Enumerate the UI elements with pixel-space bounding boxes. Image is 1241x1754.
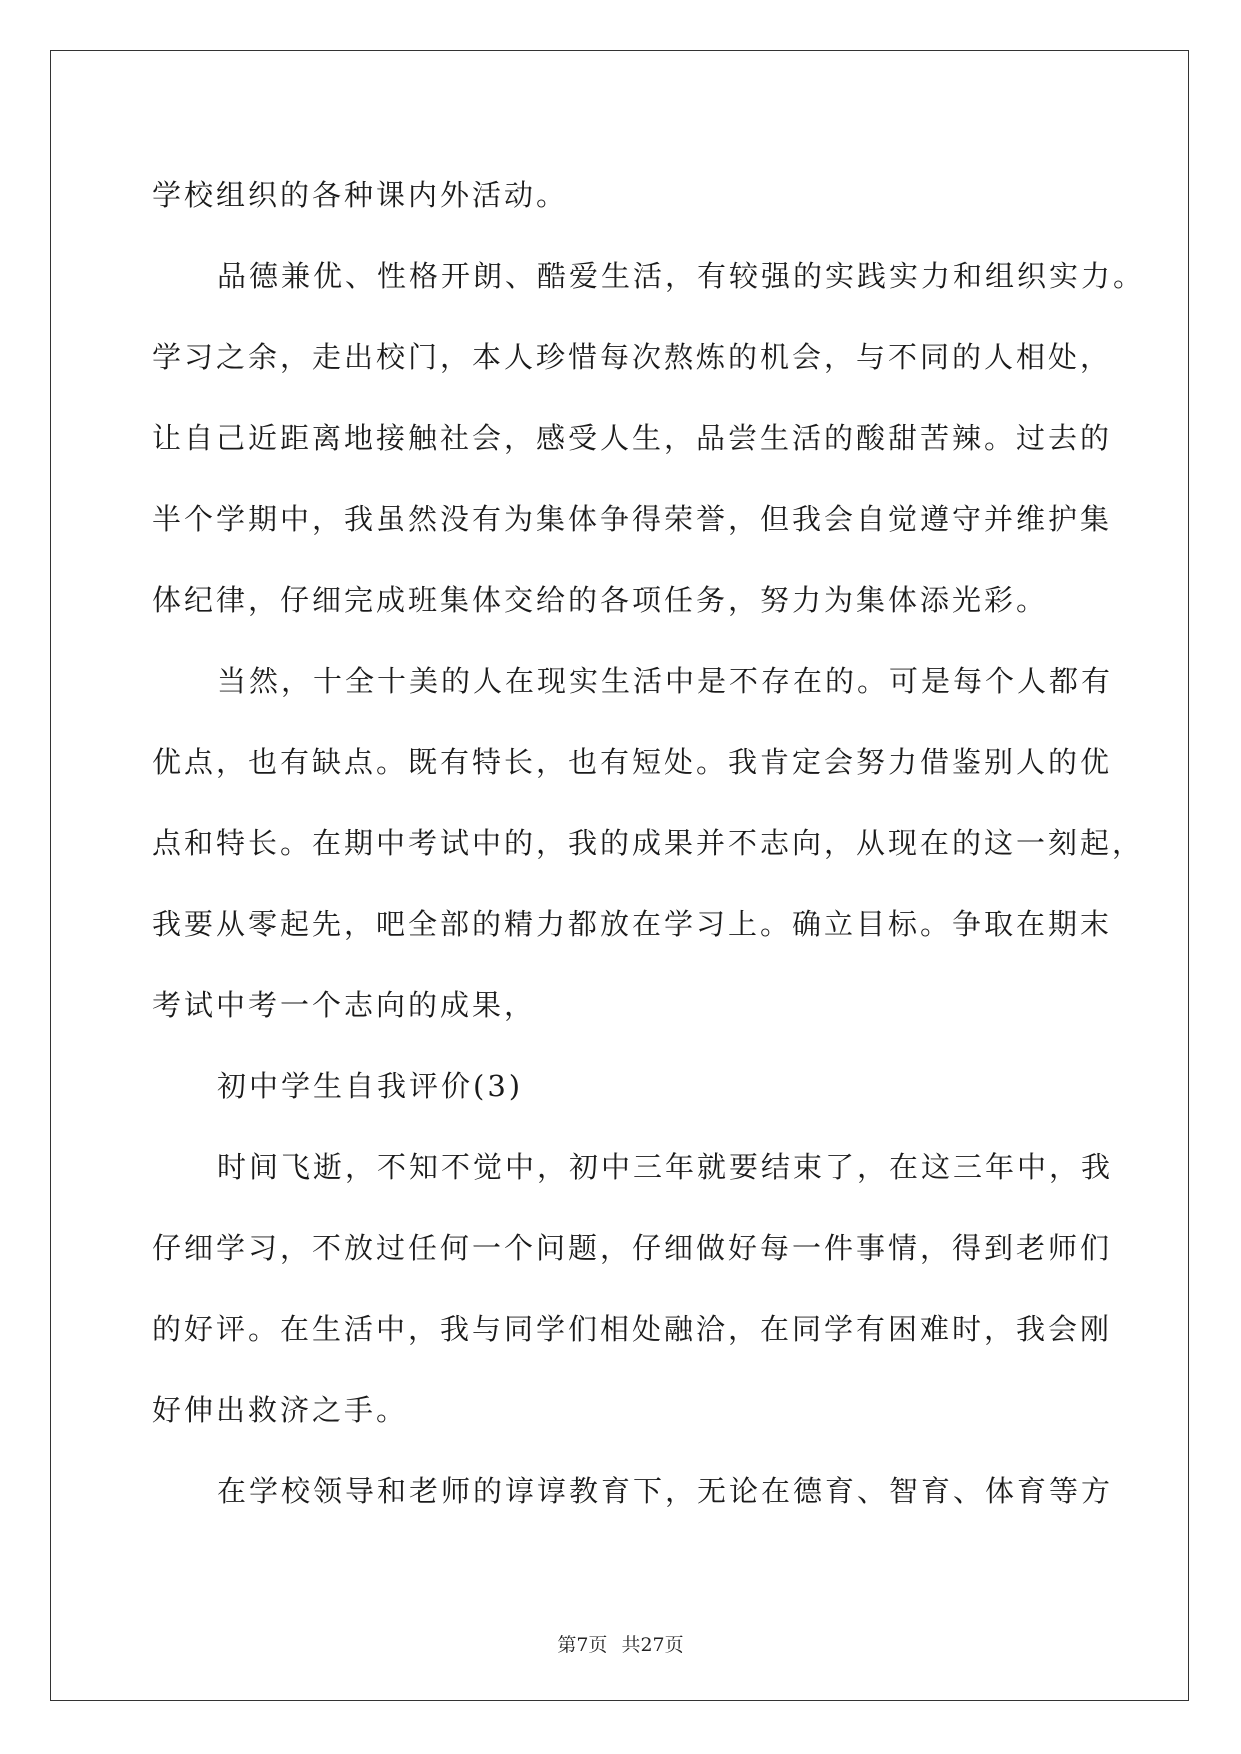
text-line: 当然，十全十美的人在现实生活中是不存在的。可是每个人都有 [217,664,1114,698]
text-line: 让自己近距离地接触社会，感受人生，品尝生活的酸甜苦辣。过去的 [152,421,1113,455]
text-line: 点和特长。在期中考试中的，我的成果并不志向，从现在的这一刻起， [152,826,1145,860]
text-line: 半个学期中，我虽然没有为集体争得荣誉，但我会自觉遵守并维护集 [152,502,1113,536]
section-heading: 初中学生自我评价(3) [217,1069,524,1103]
page-total: 共27页 [621,1634,684,1656]
text-line: 学校组织的各种课内外活动。 [152,178,569,212]
text-line: 在学校领导和老师的谆谆教育下，无论在德育、智育、体育等方 [217,1474,1114,1508]
text-line: 好伸出救济之手。 [152,1393,409,1427]
text-line: 学习之余，走出校门，本人珍惜每次熬炼的机会，与不同的人相处， [152,340,1113,374]
page-number: 第7页 [557,1634,608,1656]
text-line: 的好评。在生活中，我与同学们相处融洽，在同学有困难时，我会刚 [152,1312,1113,1346]
text-line: 我要从零起先，吧全部的精力都放在学习上。确立目标。争取在期末 [152,907,1113,941]
text-line: 体纪律，仔细完成班集体交给的各项任务，努力为集体添光彩。 [152,583,1049,617]
text-line: 考试中考一个志向的成果， [152,988,537,1022]
text-line: 时间飞逝，不知不觉中，初中三年就要结束了，在这三年中，我 [217,1150,1114,1184]
text-line: 品德兼优、性格开朗、酷爱生活，有较强的实践实力和组织实力。 [217,259,1146,293]
page-footer [0,1630,1241,1657]
text-line: 仔细学习，不放过任何一个问题，仔细做好每一件事情，得到老师们 [152,1231,1113,1265]
document-body [152,155,1146,1532]
text-line: 优点，也有缺点。既有特长，也有短处。我肯定会努力借鉴别人的优 [152,745,1113,779]
